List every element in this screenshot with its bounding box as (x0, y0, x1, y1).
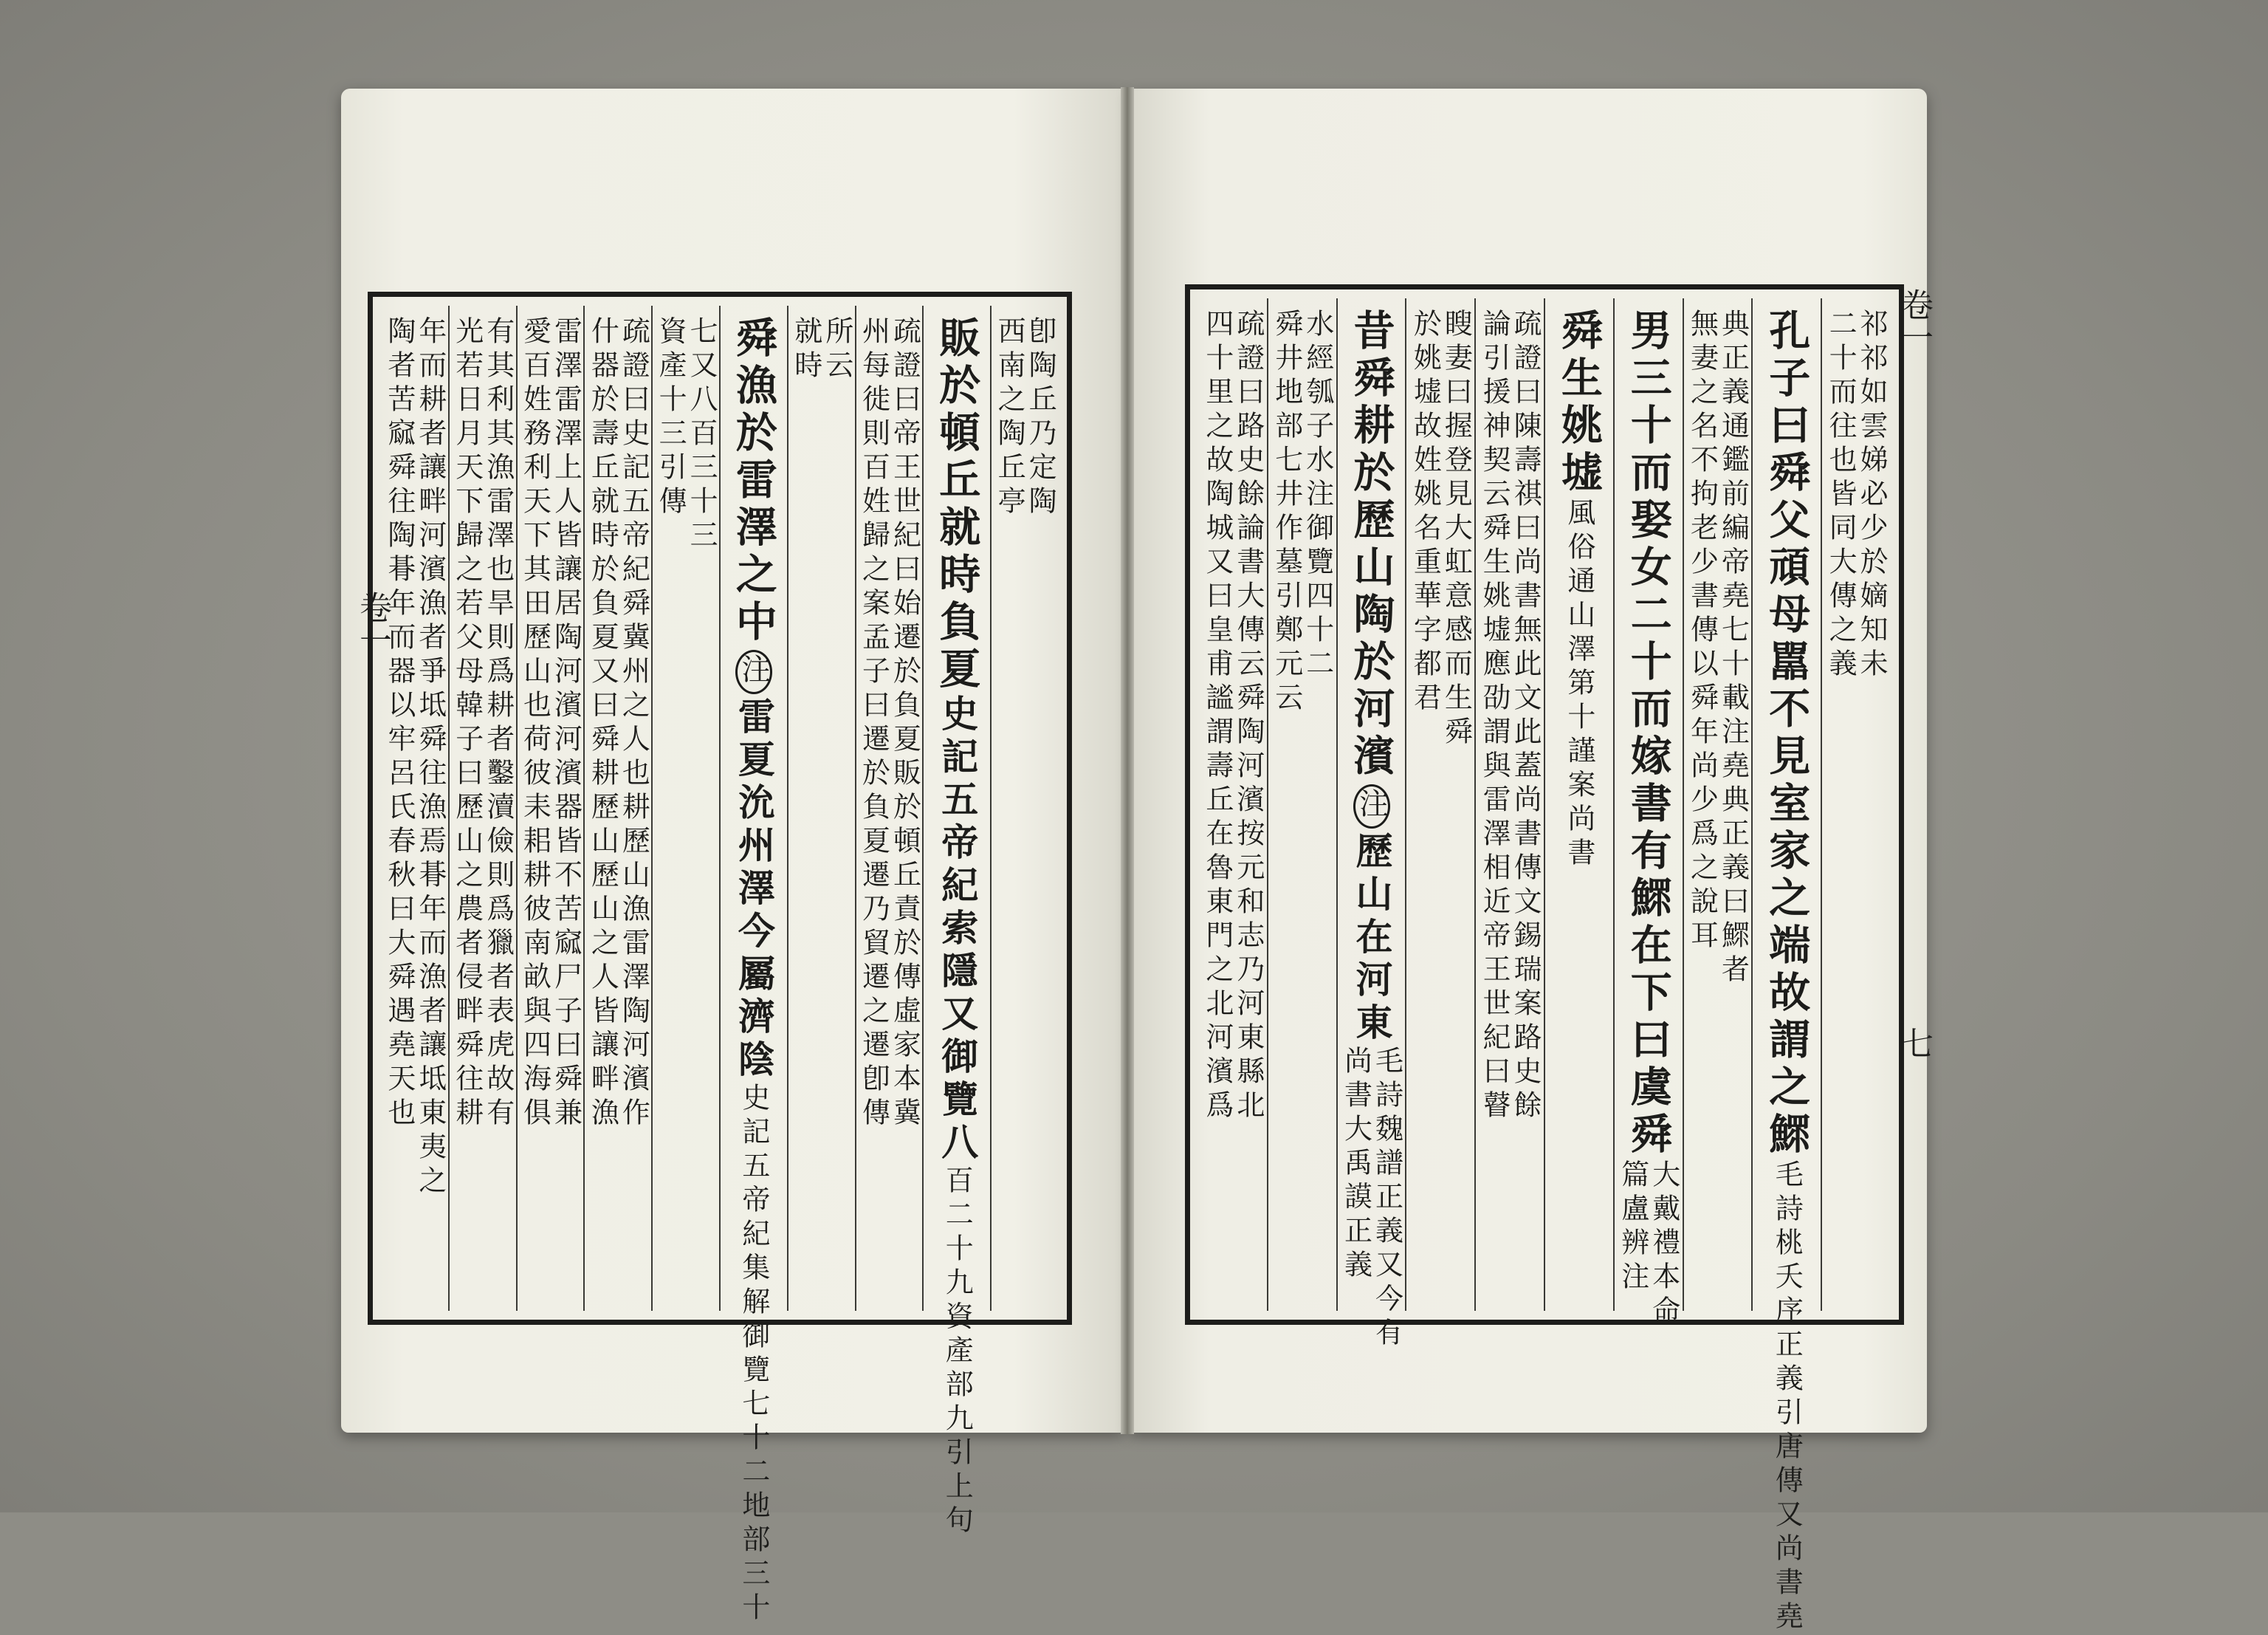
commentary-lines (654, 316, 718, 554)
main-text: 男三十而娶女二十而嫁書有鰥在下曰虞舜 (1623, 309, 1673, 1159)
main-text: 販於頓丘就時負夏 (932, 316, 982, 694)
annotation-marker: 注 (735, 650, 772, 694)
commentary-lines (518, 316, 583, 1131)
left-column (922, 306, 990, 1539)
note-line: 毛詩桃夭序正義引唐傳又尚書堯 (1770, 1159, 1804, 1635)
commentary-line: 瞍妻曰握登見大虹意感而生舜 (1440, 309, 1473, 750)
commentary-lines (1685, 309, 1750, 988)
interlinear-note (1616, 1159, 1680, 1329)
right-column-run (1824, 309, 1889, 1311)
commentary-line: 疏證曰帝王世紀曰始遷於負夏販於頓丘責於傳虛家本冀 (888, 316, 921, 1131)
commentary-line: 七又八百三十三 (685, 316, 718, 554)
main-text-continued: 史記五帝紀索隱又御覽八 (935, 694, 980, 1165)
left-text-frame (368, 292, 1072, 1626)
right-column (1474, 298, 1544, 1311)
commentary-line: 什器於壽丘就時於負夏又曰舜耕歷山歷山之人皆讓畔漁 (586, 316, 619, 1131)
commentary-lines (1270, 309, 1334, 716)
main-text: 昔舜耕於歷山陶於河濱 (1347, 309, 1396, 781)
left-column-run (993, 316, 1057, 1311)
left-column-run (789, 316, 853, 1311)
commentary-line: 年而耕者讓畔河濱漁者爭坻舜往漁焉朞年而漁者讓坻東夷之 (413, 316, 447, 1199)
note-line: 篇盧辨注 (1616, 1159, 1649, 1295)
commentary-lines (382, 316, 447, 1199)
left-columns (382, 306, 1058, 1626)
note-line: 百二十九資產部九引上句 (941, 1165, 974, 1539)
book-gutter (1121, 87, 1134, 1434)
right-edge-folio-mark: 卷一 (1895, 288, 1933, 353)
right-column-run (1685, 309, 1750, 1311)
right-column-run (1339, 309, 1403, 1351)
commentary-lines (1409, 309, 1473, 750)
left-column (990, 306, 1058, 1311)
left-column (719, 306, 787, 1626)
right-column (1821, 298, 1890, 1311)
commentary-line: 愛百姓務利天下其田歷山也荷彼耒耜耕彼南畝與四海俱 (518, 316, 551, 1131)
right-columns (1199, 298, 1890, 1635)
right-column (1336, 298, 1406, 1351)
left-column-run (857, 316, 921, 1311)
right-text-frame (1185, 284, 1904, 1635)
commentary-line: 疏證曰陳壽祺曰尚書無此文此蓋尚書傳文錫瑞案路史餘 (1509, 309, 1542, 1124)
commentary-line: 西南之陶丘亭 (993, 316, 1026, 520)
left-column-run (518, 316, 583, 1311)
note-line: 毛詩魏譜正義又今有 (1370, 1046, 1403, 1351)
commentary-line: 典正義通鑑前編帝堯七十載注堯典正義曰鰥者 (1717, 309, 1750, 988)
left-column-run (932, 316, 982, 1539)
commentary-line: 疏證曰路史餘論書大傳云舜陶河濱按元和志乃河東縣北 (1231, 309, 1265, 1124)
left-column (516, 306, 584, 1311)
left-column-run (729, 316, 778, 1626)
main-text-continued: 歷山在河東 (1350, 832, 1394, 1046)
show-through-text (1831, 111, 1878, 154)
right-column-run (1478, 309, 1542, 1311)
commentary-line: 於姚墟故姓姚名重華字都君 (1409, 309, 1442, 716)
commentary-lines (1824, 309, 1889, 682)
commentary-line: 陶者苦窳舜往陶朞年而器以牢呂氏春秋曰大舜遇堯天也 (382, 316, 416, 1131)
commentary-lines (1478, 309, 1542, 1124)
commentary-line: 資產十三引傳 (654, 316, 687, 520)
commentary-line: 所云 (820, 316, 853, 384)
interlinear-note (1562, 498, 1595, 871)
left-column (448, 306, 516, 1311)
left-column-run (382, 316, 447, 1311)
commentary-line: 疏證曰史記五帝紀舜冀州之人也耕歷山漁雷澤陶河濱作 (617, 316, 650, 1131)
note-line: 史記五帝紀集解御覽七十二地部三十 (737, 1083, 770, 1626)
commentary-line: 無妻之名不拘老少書傳以舜年尚少爲之說耳 (1685, 309, 1719, 954)
right-column-run (1762, 309, 1812, 1635)
commentary-lines (1200, 309, 1265, 1124)
commentary-line: 光若日月天下歸之若父母韓子曰歷山之農者侵畔舜往耕 (450, 316, 484, 1131)
commentary-line: 水經瓠子水注御覽四十二 (1301, 309, 1334, 682)
right-column-run (1270, 309, 1334, 1311)
commentary-lines (857, 316, 921, 1131)
annotation-marker: 注 (1353, 784, 1390, 829)
commentary-line: 二十而往也皆同大傳之義 (1824, 309, 1858, 682)
note-line: 風俗通山澤第十謹案尚書 (1562, 498, 1595, 871)
commentary-line: 雷澤雷澤上人皆讓居陶河濱河濱器皆不苦窳尸子曰舜兼 (549, 316, 583, 1131)
commentary-line: 有其利其漁雷澤也旱則爲耕者鑿瀆儉則爲獵者表虎故有 (481, 316, 515, 1131)
right-column-run (1409, 309, 1473, 1311)
right-column (1683, 298, 1752, 1311)
interlinear-note (1339, 1046, 1403, 1351)
note-line: 尚書大禹謨正義 (1339, 1046, 1372, 1283)
interlinear-note (1770, 1159, 1804, 1635)
main-text: 舜漁於雷澤之中 (729, 316, 778, 647)
commentary-lines (789, 316, 853, 384)
right-column (1544, 298, 1613, 1311)
left-column-run (450, 316, 515, 1311)
commentary-lines (450, 316, 515, 1131)
main-text: 孔子曰舜父頑母嚚不見室家之端故謂之鰥 (1762, 309, 1812, 1159)
main-text: 舜生姚墟 (1554, 309, 1604, 498)
commentary-line: 就時 (789, 316, 822, 384)
interlinear-note (737, 1083, 770, 1626)
commentary-line: 卽陶丘乃定陶 (1024, 316, 1057, 520)
note-line: 大戴禮本命 (1647, 1159, 1680, 1329)
left-column-run (654, 316, 718, 1311)
left-edge-folio-mark: 卷一 (354, 591, 391, 656)
left-column (855, 306, 923, 1311)
left-column (382, 306, 448, 1311)
right-page-number: 七 (1895, 1026, 1933, 1059)
right-column (1613, 298, 1683, 1329)
main-text-continued: 雷夏沇州澤今屬濟陰 (732, 697, 776, 1083)
commentary-line: 四十里之故陶城又曰皇甫謐謂壽丘在魯東門之北河濱爲 (1200, 309, 1234, 1124)
right-column-run (1200, 309, 1265, 1311)
right-column (1267, 298, 1336, 1311)
commentary-line: 祁祁如雲娣必少於嫡知未 (1855, 309, 1889, 682)
right-column-run (1616, 309, 1680, 1329)
commentary-lines (586, 316, 650, 1131)
commentary-lines (993, 316, 1057, 520)
left-column-run (586, 316, 650, 1311)
right-column (1751, 298, 1821, 1635)
left-column (651, 306, 719, 1311)
commentary-line: 州每徙則百姓歸之案孟子曰遷於負夏遷乃貿遷之遷卽傳 (857, 316, 890, 1131)
right-column (1405, 298, 1474, 1311)
right-column-run (1554, 309, 1604, 1311)
interlinear-note (941, 1165, 974, 1539)
left-column (583, 306, 651, 1311)
commentary-line: 論引援神契云舜生姚墟應劭謂與雷澤相近帝王世紀曰瞽 (1478, 309, 1511, 1124)
left-column (787, 306, 855, 1311)
right-column (1199, 298, 1267, 1311)
commentary-line: 舜井地部七井作墓引鄭元云 (1270, 309, 1303, 716)
